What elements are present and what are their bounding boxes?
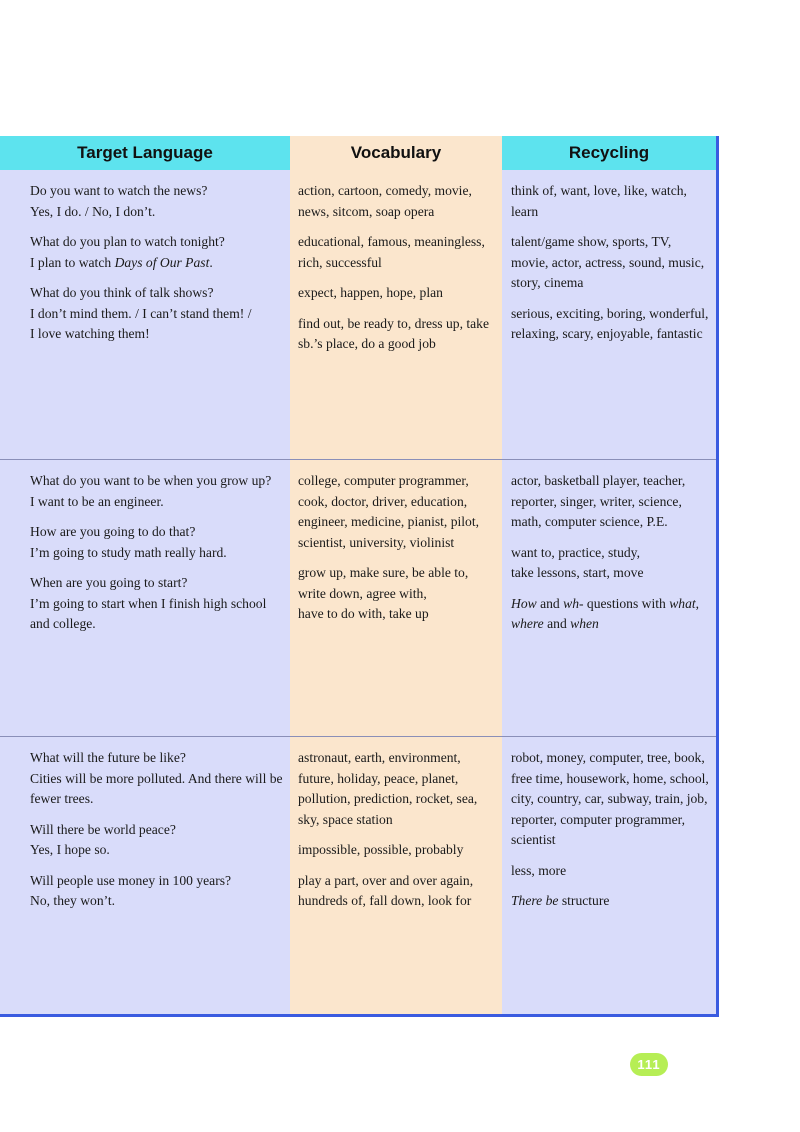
vocabulary-cell <box>290 737 502 1014</box>
dialogue <box>30 748 284 810</box>
language-table <box>0 136 719 1017</box>
vocabulary-cell <box>290 460 502 736</box>
recycling-group: robot, money, computer, tree, book, free time, housework, home, school, city, country, car, subway, train, job, reporter, computer programmer, scientist <box>511 750 709 847</box>
text-part: questions with <box>583 595 670 611</box>
answer-text-part: I plan to watch <box>30 254 115 270</box>
target-language-cell <box>0 460 290 736</box>
recycling-group: serious, exciting, boring, wonderful, relaxing, scary, enjoyable, fantastic <box>511 305 709 341</box>
dialogue <box>30 871 284 912</box>
recycling-group: actor, basketball player, teacher, reporter, singer, writer, science, math, computer science, P.E. <box>511 473 686 529</box>
show-title: Days of Our Past <box>114 254 210 270</box>
vocab-group: college, computer programmer, cook, doctor, driver, education, engineer, medicine, pianist, pilot, scientist, university, violinist <box>298 473 480 550</box>
answer-text <box>30 253 284 274</box>
answer-text: I don’t mind them. / I can’t stand them! / <box>30 305 252 321</box>
text-part: structure <box>558 893 610 908</box>
header-recycling: Recycling <box>502 136 716 170</box>
answer-text: Cities will be more polluted. And there will be fewer trees. <box>30 770 283 806</box>
answer-text: No, they won’t. <box>30 893 116 908</box>
vocab-group: action, cartoon, comedy, movie, news, sitcom, soap opera <box>298 183 472 219</box>
recycling-group: think of, want, love, like, watch, learn <box>511 183 687 219</box>
answer-text: I’m going to start when I finish high school and college. <box>30 595 267 631</box>
question-text: Will people use money in 100 years? <box>30 872 232 888</box>
italic-term: How <box>511 595 537 611</box>
italic-term: when <box>570 616 599 631</box>
italic-term: what <box>669 595 696 611</box>
vocab-group: expect, happen, hope, plan <box>298 285 443 300</box>
dialogue <box>30 232 284 273</box>
table-header-row <box>0 136 716 170</box>
question-text: When are you going to start? <box>30 575 188 590</box>
answer-text: Yes, I do. / No, I don’t. <box>30 203 156 219</box>
vocab-line: write down, agree with, <box>298 585 427 601</box>
question-text: What do you think of talk shows? <box>30 285 214 300</box>
recycling-group: less, more <box>511 862 567 878</box>
header-target-language: Target Language <box>0 136 290 170</box>
vocab-group: find out, be ready to, dress up, take sb.’s place, do a good job <box>298 315 490 351</box>
answer-text: I love watching them! <box>30 326 150 341</box>
recycling-group <box>511 543 710 584</box>
question-text: Will there be world peace? <box>30 821 176 837</box>
dialogue <box>30 471 284 512</box>
vocab-group: astronaut, earth, environment, future, holiday, peace, planet, pollution, prediction, rocket, sea, sky, space station <box>298 750 478 827</box>
table-row <box>0 460 716 737</box>
dialogue <box>30 522 284 563</box>
answer-text: I’m going to study math really hard. <box>30 544 227 560</box>
recycling-group: talent/game show, sports, TV, movie, actor, actress, sound, music, story, cinema <box>511 234 705 290</box>
text-part: , <box>695 595 700 611</box>
page-number-badge: 111 <box>630 1053 668 1076</box>
recycling-group <box>511 891 710 912</box>
recycling-cell <box>502 170 716 459</box>
header-vocabulary: Vocabulary <box>290 136 502 170</box>
italic-term: There be <box>511 893 559 908</box>
text-part: and <box>536 595 564 611</box>
vocab-group <box>298 563 498 625</box>
question-text: What will the future be like? <box>30 750 186 765</box>
recycling-cell <box>502 737 716 1014</box>
recycling-line: want to, practice, study, <box>511 544 640 560</box>
target-language-cell <box>0 170 290 459</box>
vocab-line: grow up, make sure, be able to, <box>298 565 469 580</box>
question-text: What do you want to be when you grow up? <box>30 473 272 488</box>
italic-term: wh- <box>563 595 584 611</box>
recycling-group <box>511 594 710 635</box>
target-language-cell <box>0 737 290 1014</box>
table-row <box>0 737 716 1014</box>
answer-text-part: . <box>209 254 213 270</box>
dialogue <box>30 283 284 345</box>
recycling-cell <box>502 460 716 736</box>
dialogue <box>30 573 284 635</box>
question-text: Do you want to watch the news? <box>30 183 208 198</box>
answer-text: I want to be an engineer. <box>30 493 164 509</box>
dialogue <box>30 820 284 861</box>
question-text: How are you going to do that? <box>30 524 196 539</box>
vocabulary-cell <box>290 170 502 459</box>
answer-text: Yes, I hope so. <box>30 842 110 857</box>
recycling-line: take lessons, start, move <box>511 565 644 580</box>
dialogue <box>30 181 284 222</box>
vocab-group: play a part, over and over again, hundreds of, fall down, look for <box>298 872 474 908</box>
text-part: and <box>543 616 571 631</box>
table-row <box>0 170 716 460</box>
vocab-group: impossible, possible, probably <box>298 842 464 857</box>
italic-term: where <box>511 616 544 631</box>
vocab-line: have to do with, take up <box>298 606 429 621</box>
question-text: What do you plan to watch tonight? <box>30 234 225 249</box>
vocab-group: educational, famous, meaningless, rich, successful <box>298 234 485 270</box>
